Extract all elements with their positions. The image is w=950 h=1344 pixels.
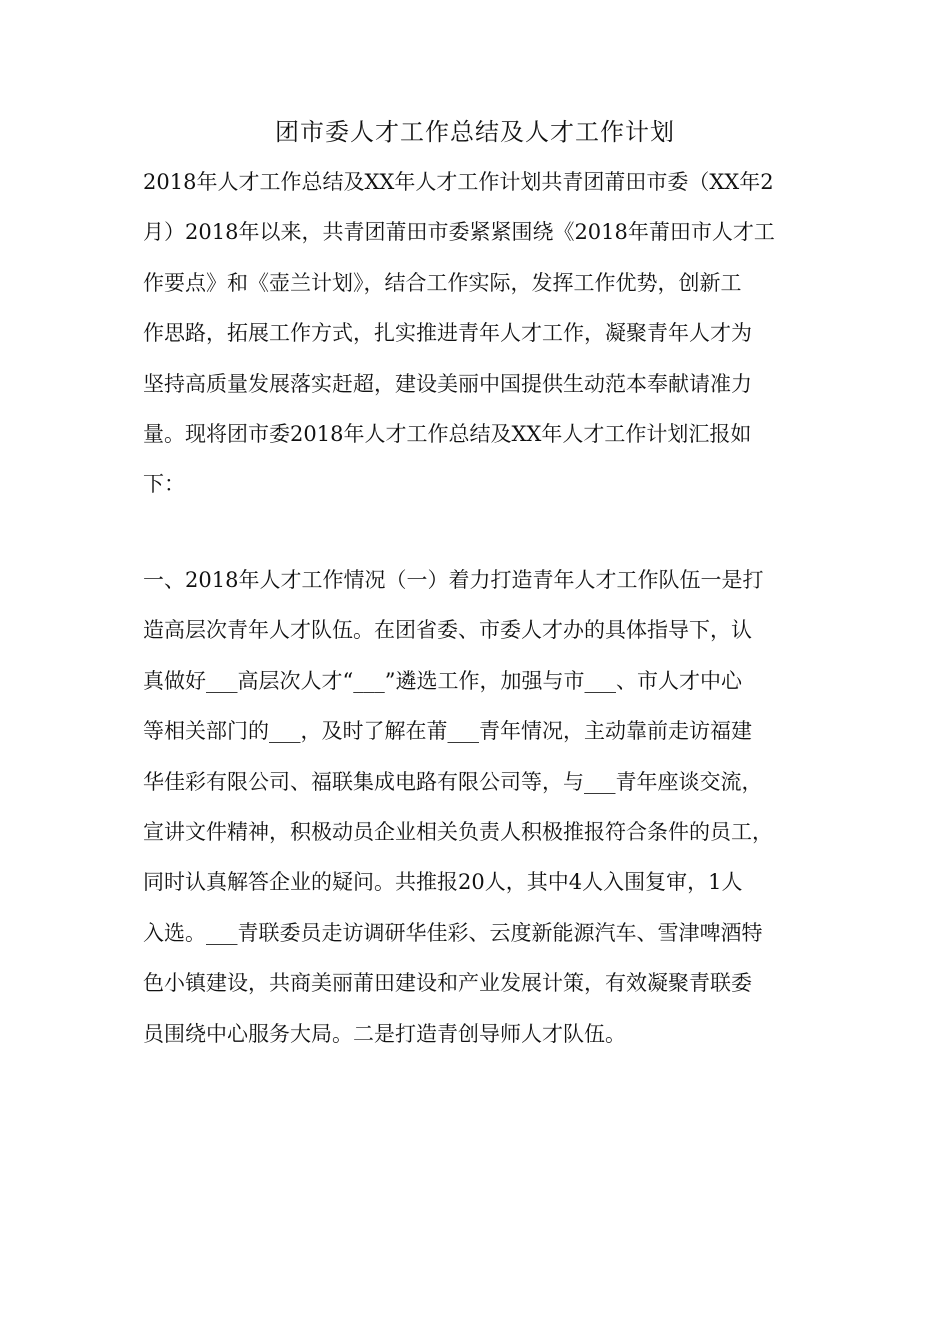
text-line: 坚持高质量发展落实赶超，建设美丽中国提供生动范本奉献请准力 (143, 371, 752, 396)
text-line: 作思路，拓展工作方式，扎实推进青年人才工作，凝聚青年人才为 (143, 321, 752, 346)
text-line: 作要点》和《壶兰计划》，结合工作实际，发挥工作优势，创新工 (143, 270, 742, 295)
text-line: 入选。___青联委员走访调研华佳彩、云度新能源汽车、雪津啤酒特 (143, 920, 763, 945)
text-line: 一、2018年人才工作情况（一）着力打造青年人才工作队伍一是打 (143, 568, 764, 592)
paragraph-intro (143, 157, 823, 510)
document-title: 团市委人才工作总结及人才工作计划 (275, 118, 675, 146)
text-line: 月）2018年以来，共青团莆田市委紧紧围绕《2018年莆田市人才工 (143, 220, 775, 245)
text-line: 等相关部门的___，及时了解在莆___青年情况，主动靠前走访福建 (143, 719, 752, 744)
text-line: 同时认真解答企业的疑问。共推报20人，其中4人入围复审，1人 (143, 870, 743, 895)
text-line: 华佳彩有限公司、福联集成电路有限公司等，与___青年座谈交流， (143, 769, 763, 794)
text-line: 宣讲文件精神，积极动员企业相关负责人积极推报符合条件的员工， (143, 819, 773, 844)
text-line: 2018年人才工作总结及XX年人才工作计划共青团莆田市委（XX年2 (143, 170, 774, 194)
text-line: 色小镇建设，共商美丽莆田建设和产业发展计策，有效凝聚青联委 (143, 971, 752, 996)
text-line: 真做好___高层次人才“___”遴选工作，加强与市___、市人才中心 (143, 668, 742, 693)
text-line: 下： (143, 472, 185, 497)
text-line: 员围绕中心服务大局。二是打造青创导师人才队伍。 (143, 1021, 626, 1046)
paragraph-section-one (143, 555, 823, 1059)
text-line: 量。现将团市委2018年人才工作总结及XX年人才工作计划汇报如 (143, 421, 752, 446)
text-line: 造高层次青年人才队伍。在团省委、市委人才办的具体指导下，认 (143, 618, 752, 643)
